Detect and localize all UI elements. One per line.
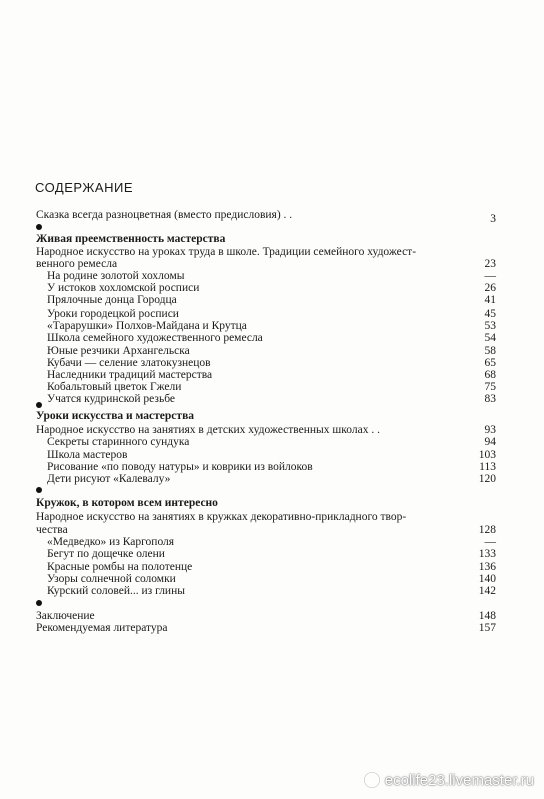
- entry-title: Курский соловей... из глины: [47, 585, 185, 597]
- section-bullet-icon: [36, 487, 42, 493]
- entry-title: Народное искусство на занятиях в детских художественных школах . .: [36, 424, 380, 436]
- livemaster-logo-icon: [363, 771, 381, 789]
- entry-title: У истоков хохломской росписи: [47, 282, 200, 294]
- entry-title: Наследники традиций мастерства: [47, 369, 213, 381]
- entry-title: Рекомендуемая литература: [36, 622, 168, 634]
- entry-title: Народное искусство на уроках труда в школе. Традиции семейного художест-: [36, 246, 417, 258]
- entry-page: 41: [484, 294, 496, 306]
- entry-page: 58: [484, 345, 496, 357]
- entry-page: 23: [484, 258, 496, 270]
- entry-page: 148: [478, 610, 496, 622]
- entry-page: —: [484, 270, 496, 282]
- entry-title: Красные ромбы на полотенце: [47, 561, 193, 573]
- entry-title: Кубачи — селение златокузнецов: [47, 357, 211, 369]
- entry-page: 140: [478, 573, 496, 585]
- entry-title: Секреты старинного сундука: [47, 436, 190, 448]
- entry-title: Прялочные донца Городца: [47, 294, 177, 306]
- entry-page: 3: [490, 213, 496, 225]
- section-title: Живая преемственность мастерства: [36, 233, 226, 245]
- entry-title: Рисование «по поводу натуры» и коврики из войлоков: [47, 461, 313, 473]
- section-bullet-icon: [36, 224, 42, 230]
- entry-title: «Медведко» из Каргополя: [47, 536, 175, 548]
- section-bullet-icon: [36, 600, 42, 606]
- watermark-text: ecolife23.livemaster.ru: [384, 771, 534, 789]
- entry-title: «Тарарушки» Полхов-Майдана и Крутца: [47, 320, 247, 332]
- watermark: [363, 771, 534, 789]
- entry-title: чества: [36, 524, 68, 536]
- section-title: Кружок, в котором всем интересно: [36, 497, 218, 509]
- entry-page: —: [484, 536, 496, 548]
- entry-page: 45: [484, 308, 496, 320]
- entry-page: 53: [484, 320, 496, 332]
- entry-title: венного ремесла: [36, 258, 118, 270]
- entry-page: 133: [478, 548, 496, 560]
- entry-title: Школа семейного художественного ремесла: [47, 332, 263, 344]
- entry-page: 54: [484, 332, 496, 344]
- entry-title: Дети рисуют «Калевалу»: [47, 473, 171, 485]
- entry-title: Бегут по дощечке олени: [47, 548, 165, 560]
- entry-title: Народное искусство на занятиях в кружках декоративно-прикладного твор-: [36, 511, 407, 523]
- entry-title: На родине золотой хохломы: [47, 270, 185, 282]
- entry-page: 113: [479, 461, 496, 473]
- section-bullet-icon: [36, 402, 42, 408]
- entry-title: Школа мастеров: [47, 449, 128, 461]
- section-title: Уроки искусства и мастерства: [36, 410, 195, 422]
- entry-page: 83: [484, 393, 496, 405]
- toc-heading: СОДЕРЖАНИЕ: [35, 180, 134, 195]
- entry-page: 65: [484, 357, 496, 369]
- entry-page: 157: [478, 622, 496, 634]
- entry-title: Уроки городецкой росписи: [47, 308, 179, 320]
- entry-page: 120: [478, 473, 496, 485]
- entry-page: 75: [484, 381, 496, 393]
- entry-title: Учатся кудринской резьбе: [47, 393, 175, 405]
- entry-page: 142: [478, 585, 496, 597]
- entry-title: Юные резчики Архангельска: [47, 345, 190, 357]
- entry-page: 26: [484, 282, 496, 294]
- entry-page: 103: [478, 449, 496, 461]
- entry-page: 128: [478, 524, 496, 536]
- entry-title: Заключение: [36, 610, 95, 622]
- entry-title: Сказка всегда разноцветная (вместо предисловия) . .: [36, 209, 293, 221]
- entry-page: 93: [484, 424, 496, 436]
- entry-title: Кобальтовый цветок Гжели: [47, 381, 182, 393]
- entry-title: Узоры солнечной соломки: [47, 573, 176, 585]
- entry-page: 136: [478, 561, 496, 573]
- entry-page: 68: [484, 369, 496, 381]
- entry-page: 94: [484, 436, 496, 448]
